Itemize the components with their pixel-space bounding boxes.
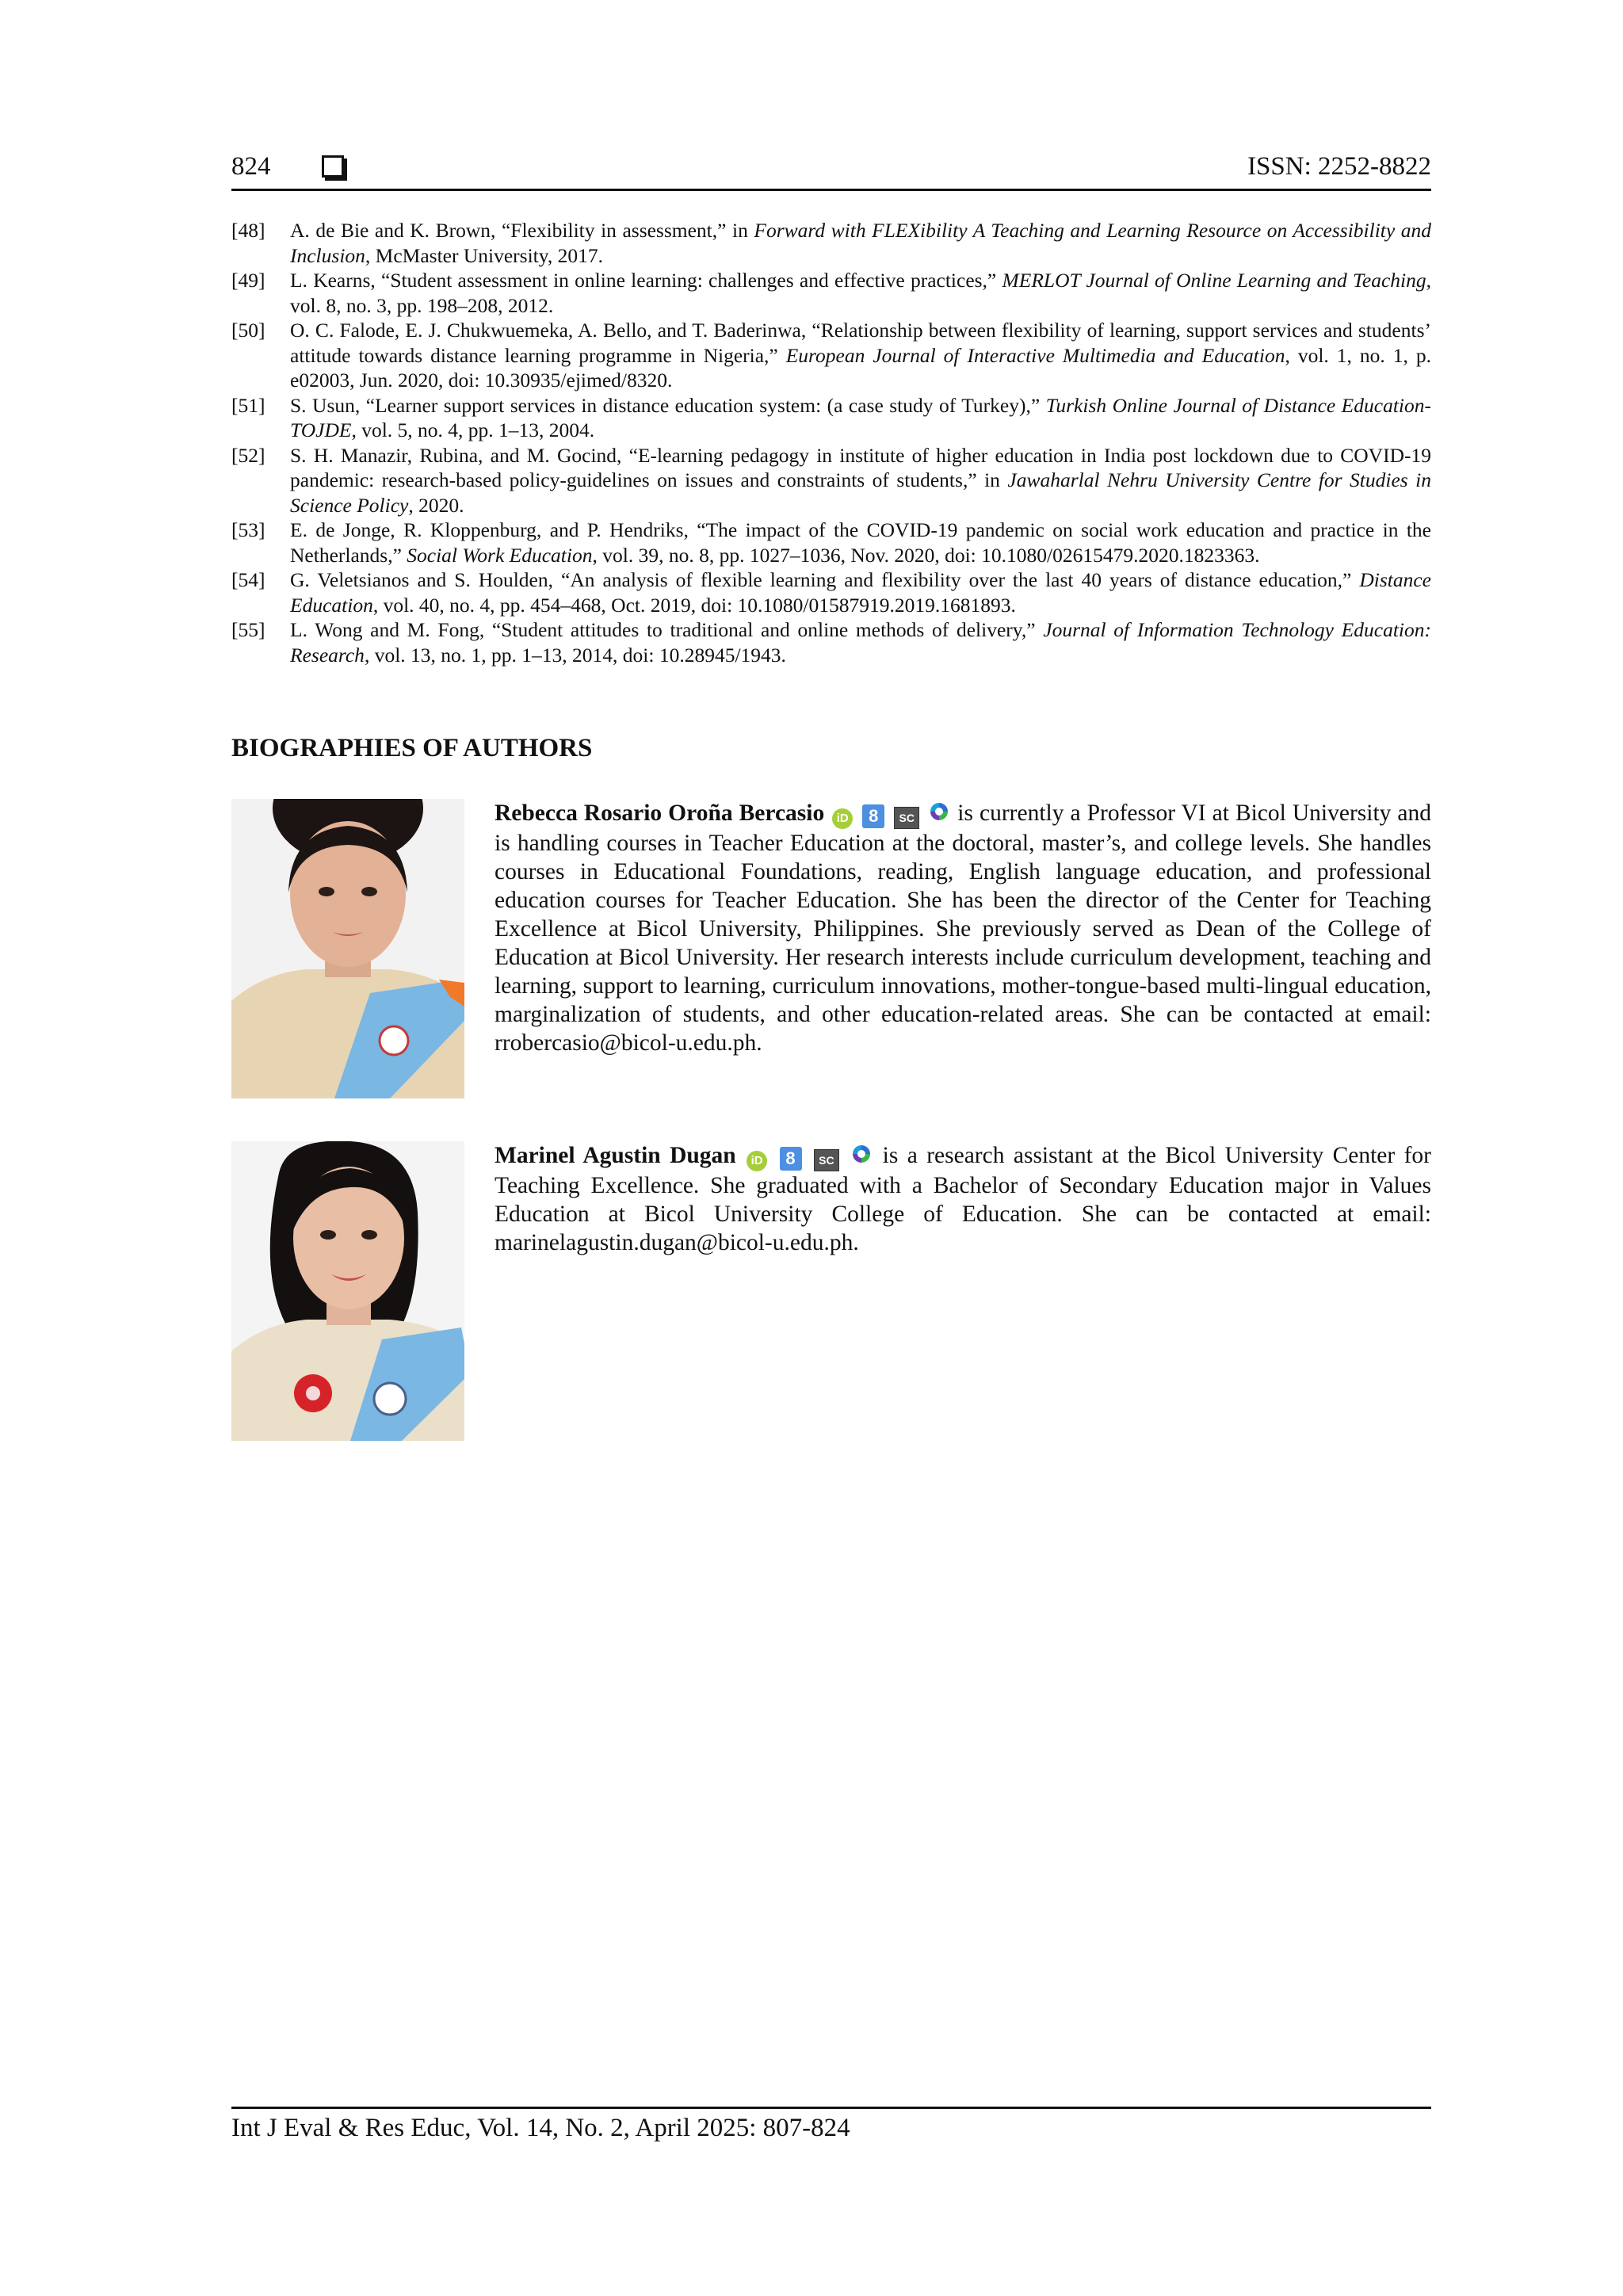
reference-list [231,218,1431,667]
publons-icon[interactable] [851,1143,872,1163]
orcid-icon[interactable]: iD [832,808,853,829]
author-bio-text [495,799,1431,1057]
page-header [231,152,1431,191]
reference-text [290,518,1431,567]
reference-text [290,318,1431,393]
reference-text [290,218,1431,268]
reference-source-title: Journal of Information Technology Education: Research [290,618,1431,667]
reference-segment: S. H. Manazir, Rubina, and M. Gocind, “E-learning pedagogy in institute of higher education in India post lockdown due to COVID-19 pandemic: research-based policy-guidelines on issues and constraints of students,” in [290,443,1431,491]
reference-item [231,218,1431,268]
reference-segment: , vol. 5, no. 4, pp. 1–13, 2004. [351,418,595,441]
reference-number: [51] [231,393,265,417]
reference-segment: L. Kearns, “Student assessment in online learning: challenges and effective practices,” [290,269,1002,292]
scopus-icon[interactable]: SC [894,807,919,829]
reference-source-title: Jawaharlal Nehru University Centre for Studies in Science Policy [290,468,1431,517]
reference-number: [53] [231,518,265,541]
reference-segment: , McMaster University, 2017. [365,243,603,267]
reference-segment: S. Usun, “Learner support services in distance education system: (a case study of Turkey),” [290,393,1046,417]
author-name: Rebecca Rosario Oroña Bercasio [495,800,825,826]
reference-segment: , vol. 13, no. 1, pp. 1–13, 2014, doi: 10.28945/1943. [364,643,786,667]
reference-source-title: Social Work Education [407,543,593,567]
reference-number: [54] [231,568,265,591]
reference-segment: , vol. 40, no. 4, pp. 454–468, Oct. 2019, doi: 10.1080/01587919.2019.1681893. [372,593,1016,617]
reference-item [231,393,1431,443]
publons-icon[interactable] [929,800,949,821]
author-bio-body: is currently a Professor VI at Bicol University and is handling courses in Teacher Education at the doctoral, master’s, and college levels. She handles courses in Educational Foundations, reading, English language education, and professional education courses for Teacher Education. She has been the director of the Center for Teaching Excellence at Bicol University, Philippines. She previously served as Dean of the College of Education at Bicol University. Her research interests include curriculum development, teaching and learning, support to learning, curriculum innovations, mother-tongue-based multi-lingual education, marginalization of students, and other education-related areas. She can be contacted at email: rrobercasio@bicol-u.edu.ph. [495,800,1432,1056]
reference-text [290,443,1431,518]
reference-segment: L. Wong and M. Fong, “Student attitudes to traditional and online methods of delivery,” [290,618,1044,641]
box-symbol-icon [322,155,344,178]
google-scholar-icon[interactable]: 8 [862,804,884,828]
reference-text [290,268,1431,318]
reference-item [231,617,1431,667]
reference-number: [55] [231,618,265,641]
reference-segment: E. de Jonge, R. Kloppenburg, and P. Hendriks, “The impact of the COVID-19 pandemic on social work education and practice in the Netherlands,” [290,518,1431,567]
reference-source-title: European Journal of Interactive Multimedia and Education [785,343,1285,367]
author-photo [231,1141,464,1441]
page-footer: Int J Eval & Res Educ, Vol. 14, No. 2, April 2025: 807-824 [231,2107,1431,2143]
page-number: 824 [231,152,271,181]
reference-item [231,318,1431,393]
reference-segment: , vol. 1, no. 1, p. e02003, Jun. 2020, doi: 10.30935/ejimed/8320. [290,343,1431,392]
reference-number: [48] [231,219,265,242]
reference-segment: , vol. 39, no. 8, pp. 1027–1036, Nov. 2020, doi: 10.1080/02615479.2020.1823363. [592,543,1260,567]
author-bio-body: is a research assistant at the Bicol University Center for Teaching Excellence. She graduated with a Bachelor of Secondary Education major in Values Education at Bicol University College of Education. She can be contacted at email: marinelagustin.dugan@bicol-u.edu.ph. [495,1143,1431,1255]
author-name: Marinel Agustin Dugan [495,1143,736,1168]
reference-source-title: Forward with FLEXibility A Teaching and Learning Resource on Accessibility and Inclusion [290,219,1431,267]
author-photo [231,799,464,1098]
reference-segment: G. Veletsianos and S. Houlden, “An analysis of flexible learning and flexibility over the last 40 years of distance education,” [290,568,1360,591]
issn: ISSN: 2252-8822 [1247,152,1431,181]
reference-item [231,567,1431,617]
reference-item [231,268,1431,318]
reference-text [290,567,1431,617]
reference-segment: O. C. Falode, E. J. Chukwuemeka, A. Bello, and T. Baderinwa, “Relationship between flexibility of learning, support services and students’ attitude towards distance learning programme in Nigeria,” [290,319,1431,367]
biographies-heading: BIOGRAPHIES OF AUTHORS [231,734,593,762]
scopus-icon[interactable]: SC [814,1149,839,1171]
reference-item [231,518,1431,567]
reference-segment: A. de Bie and K. Brown, “Flexibility in assessment,” in [290,219,754,242]
reference-item [231,443,1431,518]
orcid-icon[interactable]: iD [747,1151,767,1171]
reference-source-title: Distance Education [290,568,1431,617]
author-bio-text [495,1141,1431,1257]
reference-number: [49] [231,269,265,292]
reference-segment: , 2020. [408,493,464,517]
reference-segment: , vol. 8, no. 3, pp. 198–208, 2012. [290,269,1431,317]
reference-number: [52] [231,443,265,467]
reference-text [290,617,1431,667]
reference-source-title: MERLOT Journal of Online Learning and Teaching [1002,269,1426,292]
author-bio-1 [231,799,1431,1116]
reference-number: [50] [231,319,265,342]
google-scholar-icon[interactable]: 8 [780,1147,802,1171]
reference-text [290,393,1431,443]
author-bio-2 [231,1141,1431,1458]
reference-source-title: Turkish Online Journal of Distance Education-TOJDE [290,393,1431,441]
